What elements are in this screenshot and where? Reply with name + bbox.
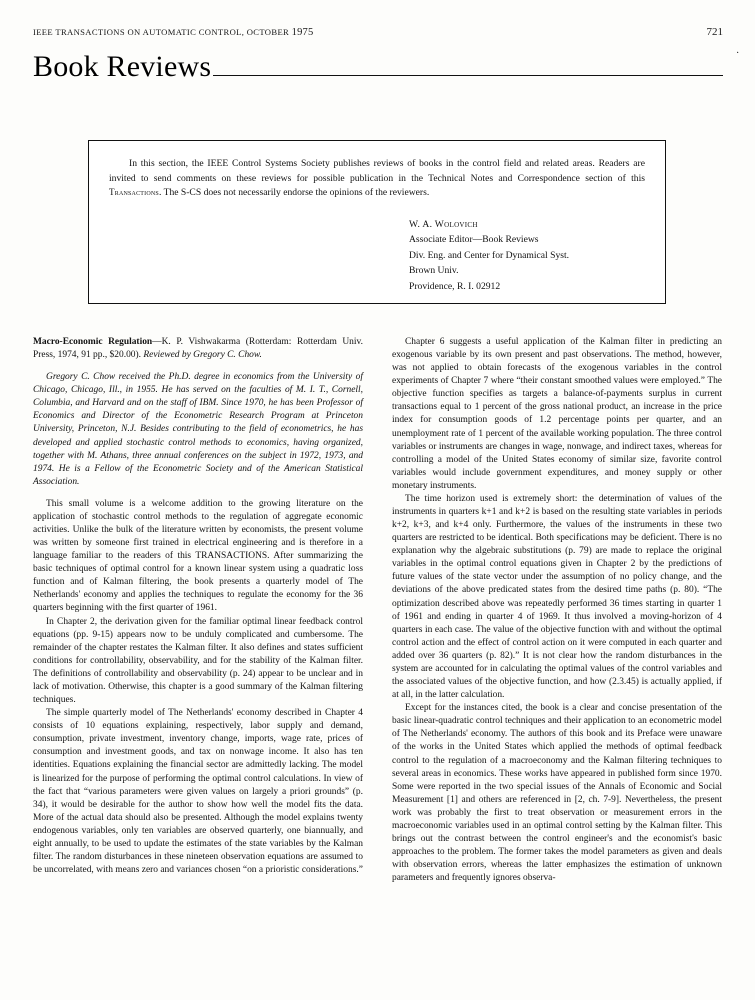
left-paragraph-2: In Chapter 2, the derivation given for the familiar optimal linear feedback control equations (pp. 9-15) appears now to be unduly complicated and cumbersome. The remainder of the chapter restates the Kalman filter. It also defines and states sufficient conditions for controllability, observability, and for the stability of the Kalman filter. The definitions of controllability and observability (p. 24) appear to be unclear and in lack of motivation. Otherwise, this chapter is a good summary of the Kalman filtering techniques. [33, 616, 363, 706]
transactions-smallcaps: Transactions [109, 187, 159, 198]
editor-role: Associate Editor—Book Reviews [409, 234, 539, 246]
page-title: Book Reviews [33, 50, 212, 83]
right-paragraph-3: Except for the instances cited, the book is a clear and concise presentation of the basic linear-quadratic control techniques and their application to an econometric model of The Netherlands' economy. The authors of this book and its Preface were unaware of the works in the United States which applied the methods of optimal feedback control to the regulation of a macroeconomy and the Kalman filtering techniques to several areas in economics. These works have appeared in published form since 1970. Some were reported in the two special issues of the Annals of Economic and Social Measurement [1] and others are referenced in [2, ch. 7-9]. Nevertheless, the present work was probably the first to treat observation or measurement errors in the macroeconomic variables used in an optimal control setting by the Kalman filter. This brings out the contrast between the control engineer's and the economist's basic approaches to the problem. The former takes the model parameters as given and deals with observation errors, whereas the latter emphasizes the estimation of unknown parameters and frequently ignores observa- [392, 703, 722, 884]
title-rule [213, 75, 723, 76]
editor-institution: Brown Univ. [409, 265, 459, 277]
left-paragraph-3: The simple quarterly model of The Netherlands' economy described in Chapter 4 consists of 10 equations explaining, respectively, labor supply and demand, consumption, private investment, inventory change, imports, wage rate, prices of consumption and investment goods, and tax on nonwage income. It also has ten identities. Equations explaining the financial sector are admittedly lacking. The model is linearized for the purpose of performing the optimal control calculations. In view of the fact that “various parameters were given values on largely a priori grounds” (p. 34), it would be desirable for the author to show how well the model fits the data. More of the actual data should also be presented. Although the model explains twenty endogenous variables, only ten variables are observed quarterly, one biannually, and eight annually, to be used to update the estimates of the state variables by the Kalman filter. The random disturbances in these nineteen observation equations are assumed to be uncorrelated, with means zero and variances chosen “on a prioristic considerations.” [33, 708, 363, 876]
editorial-note-part2: . The S-CS does not necessarily endorse the opinions of the reviewers. [158, 187, 430, 199]
right-column [392, 336, 722, 885]
right-paragraph-1: Chapter 6 suggests a useful application of the Kalman filter in predicting an exogenous variable by its own present and past observations. The method, however, was not applied to obtain forecasts of the exogenous variables in the control experiments of Chapter 7 where “their constant smoothed values were employed.” The objective function specifies as targets a balance-of-payments surplus in current transactions equal to 1 percent of the gross national product, an increase in the price index for consumption goods of 1.2 percentage points per quarter, and an unemployment rate of 1 percent of the available working population. The three control variables or instruments are changes in wage, nonwage, and indirect taxes, whereas for controlling a model of the United States economy of similar size, favorite control variables would include government expenditures, and money supply or other monetary instruments. [392, 337, 722, 491]
editorial-note-paragraph [109, 157, 645, 201]
running-head-journal-text: IEEE TRANSACTIONS ON AUTOMATIC CONTROL, OCTOBER [33, 27, 290, 37]
body-columns [33, 336, 723, 885]
left-column [33, 336, 363, 885]
page-title-row [33, 52, 723, 82]
book-citation [33, 336, 363, 362]
page-number: 721 [706, 26, 723, 38]
running-head [33, 26, 723, 38]
running-head-year: 1975 [291, 27, 314, 38]
editor-affiliation: Div. Eng. and Center for Dynamical Syst. [409, 249, 570, 261]
editor-signature [109, 217, 645, 295]
running-head-journal [33, 27, 313, 38]
right-paragraph-2: The time horizon used is extremely short: the determination of values of the instruments in quarters k+1 and k+2 is based on the resulting state variables in periods k+2, k+3, and k+4 only. Furthermore, the values of the instruments in these two quarters are restricted to be identical. Both specifications may be deficient. There is no explanation why the algebraic substitutions (p. 79) are made to replace the original variables in the optimal control equations given in Chapter 2 by the predictions of future values of the state vector under the assumption of no policy change, and the deviations of the above predicated states from the desired time paths (p. 80). “The optimization described above was repeatedly performed 36 times starting in quarter 1 of 1961 and ending in quarter 4 of 1969. It thus involved a moving-horizon of 4 quarters in each case. The value of the objective function with and without the optimal control action and the effect of control action on it were computed in each quarter and added over 36 quarters (p. 82).” It is not clear how the random disturbances in the system are accounted for in calculating the optimal values of the control variables and the associated values of the objective function, and how (2.3.45) is actually applied, if at all, in the latter calculation. [392, 493, 722, 701]
editor-name: W. A. Wolovich [409, 218, 478, 230]
editor-address: Providence, R. I. 02912 [409, 280, 501, 292]
book-citation-details: —K. P. Vishwakarma (Rotterdam: Rotterdam Univ. Press, 1974, 91 pp., $20.00). [33, 337, 363, 361]
left-paragraph-1: This small volume is a welcome addition to the growing literature on the application of stochastic control methods to the regulation of aggregate economic activities. Unlike the bulk of the literature written by economists, the present volume was written by someone first trained in electrical engineering and is therefore in a language familiar to the readers of this TRANSACTIONS. After summarizing the basic techniques of optimal control for a known linear system using a quadratic loss function and of Kalman filtering, the book presents a quarterly model of The Netherlands' economy and applies the techniques to regulate the economy for the 36 quarters beginning with the first quarter of 1961. [33, 498, 363, 614]
reviewer-biography: Gregory C. Chow received the Ph.D. degree in economics from the University of Chicago, Chicago, Ill., in 1955. He has served on the faculties of M. I. T., Cornell, Columbia, and Harvard and on the staff of IBM. Since 1970, he has been Professor of Economics and Director of the Econometric Research Program at Princeton University, Princeton, N.J. Besides contributing to the field of econometrics, he has developed and applied stochastic control methods to economics, having organized, together with M. Athans, three annual conferences on the subject in 1972, 1973, and 1974. He is a Fellow of the Econometric Society and of the American Statistical Association. [33, 372, 363, 487]
book-title: Macro-Economic Regulation [33, 337, 153, 347]
editorial-note-part1: In this section, the IEEE Control Systems Society publishes reviews of books in the control field and related areas. Readers are invited to send comments on these reviews for possible publication in the Technical Notes and Correspondence section of this [109, 158, 645, 184]
editorial-note-box [88, 140, 666, 304]
page-number-dot: . [736, 44, 739, 56]
book-reviewer: Reviewed by Gregory C. Chow. [143, 350, 262, 361]
